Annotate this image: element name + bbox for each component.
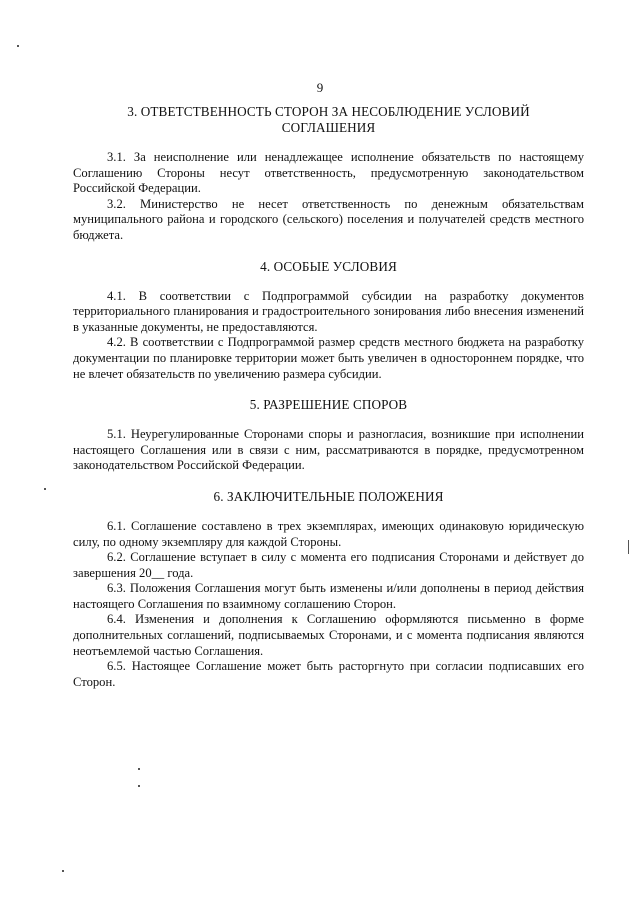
section-title: 5. РАЗРЕШЕНИЕ СПОРОВ	[249, 397, 408, 413]
page-number: 9	[316, 80, 324, 95]
section-title: 6. ЗАКЛЮЧИТЕЛЬНЫЕ ПОЛОЖЕНИЯ	[213, 488, 444, 504]
scan-speck	[138, 768, 140, 770]
scan-speck	[17, 45, 19, 47]
paragraph: 6.1. Соглашение составлено в трех экземплярах, имеющих одинаковую юридическую силу, по одному экземпляру для каждой Стороны.	[73, 518, 584, 549]
section-title-line: 3. ОТВЕТСТВЕННОСТЬ СТОРОН ЗА НЕСОБЛЮДЕНИЕ УСЛОВИЙ	[127, 104, 530, 119]
section-title-line: СОГЛАШЕНИЯ	[281, 120, 376, 135]
paragraph: 6.3. Положения Соглашения могут быть изменены и/или дополнены в период действия настоящего Соглашения по взаимному соглашению Сторон.	[73, 581, 584, 611]
paragraph: 3.1. За неисполнение или ненадлежащее исполнение обязательств по настоящему Соглашению Стороны несут ответственность, предусмотренную законодательством Российской Федерации.	[73, 150, 584, 196]
paragraph: 6.2. Соглашение вступает в силу с момента его подписания Сторонами и действует до завершения 20__ года.	[73, 550, 584, 580]
paragraph: 4.1. В соответствии с Подпрограммой субсидии на разработку документов территориального планирования и градостроительного зонирования либо внесения изменений в указанные документы, не предоставляются.	[73, 288, 584, 334]
paragraph: 6.4. Изменения и дополнения к Соглашению оформляются письменно в форме дополнительных соглашений, подписываемых Сторонами, и с момента подписания являются неотъемлемой частью Соглашения.	[73, 612, 584, 658]
paragraph: 6.5. Настоящее Соглашение может быть расторгнуто при согласии подписавших его Сторон.	[73, 659, 584, 689]
section-final-provisions	[73, 489, 584, 691]
scan-speck	[138, 785, 140, 787]
scan-speck	[62, 870, 64, 872]
section-title: 4. ОСОБЫЕ УСЛОВИЯ	[260, 258, 397, 274]
section-paragraphs	[73, 289, 584, 383]
document-body	[73, 104, 584, 705]
paragraph: 5.1. Неурегулированные Сторонами споры и разногласия, возникшие при исполнении настоящего Соглашения или в связи с ним, рассматриваются в порядке, предусмотренном законодательством Российской Федерации.	[73, 427, 584, 473]
scan-speck	[44, 488, 46, 490]
scan-speck	[628, 540, 629, 554]
section-paragraphs	[73, 150, 584, 244]
section-paragraphs	[73, 427, 584, 474]
section-dispute-resolution	[73, 397, 584, 474]
section-paragraphs	[73, 519, 584, 691]
section-liability	[73, 104, 584, 244]
paragraph: 3.2. Министерство не несет ответственность по денежным обязательствам муниципального района и городского (сельского) поселения и получателей средств местного бюджета.	[73, 196, 584, 242]
section-title	[73, 104, 584, 136]
section-special-conditions	[73, 259, 584, 383]
paragraph: 4.2. В соответствии с Подпрограммой размер средств местного бюджета на разработку документации по планировке территории может быть увеличен в одностороннем порядке, что не влечет обязательств по увеличению размера субсидии.	[73, 335, 584, 381]
